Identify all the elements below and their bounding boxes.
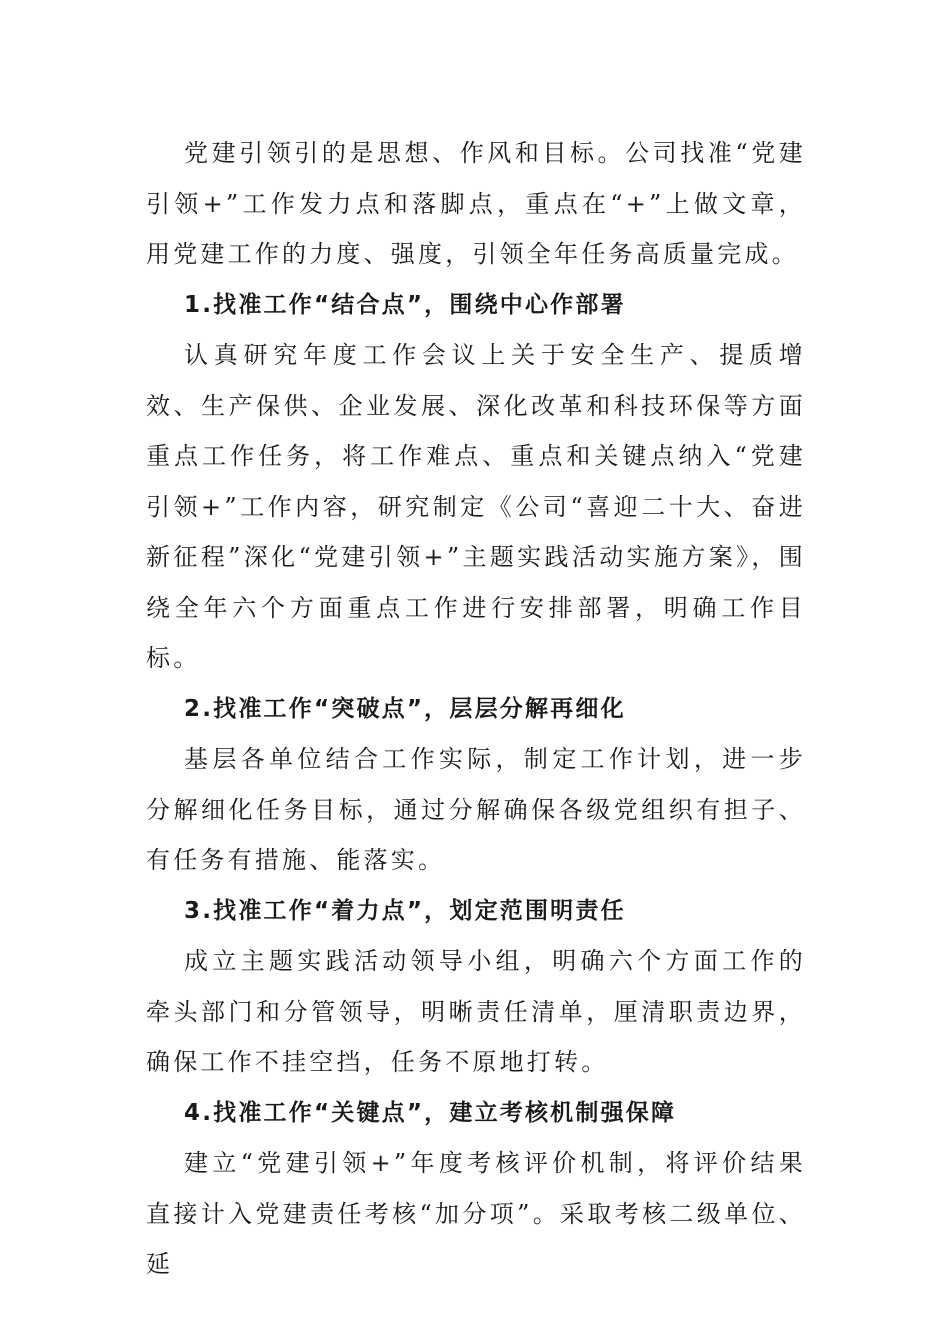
section-heading-4: 4.找准工作“关键点”，建立考核机制强保障 — [184, 1099, 677, 1126]
section-body-3: 成立主题实践活动领导小组，明确六个方面工作的牵头部门和分管领导，明晰责任清单，厘清职责边界，确保工作不挂空挡，任务不原地打转。 — [146, 947, 806, 1076]
section-heading-2: 2.找准工作“突破点”，层层分解再细化 — [184, 695, 626, 722]
section-heading-1: 1.找准工作“结合点”，围绕中心作部署 — [184, 291, 626, 318]
section-body-2: 基层各单位结合工作实际，制定工作计划，进一步分解细化任务目标，通过分解确保各级党组织有担子、有任务有措施、能落实。 — [146, 745, 806, 874]
document-page — [146, 128, 806, 1290]
intro-paragraph: 党建引领引的是思想、作风和目标。公司找准“党建引领+”工作发力点和落脚点，重点在“+”上做文章，用党建工作的力度、强度，引领全年任务高质量完成。 — [146, 139, 806, 268]
section-body-1: 认真研究年度工作会议上关于安全生产、提质增效、生产保供、企业发展、深化改革和科技环保等方面重点工作任务，将工作难点、重点和关键点纳入“党建引领+”工作内容，研究制定《公司“喜迎二十大、奋进新征程”深化“党建引领+”主题实践活动实施方案》，围绕全年六个方面重点工作进行安排部署，明确工作目标。 — [146, 341, 806, 672]
section-body-4: 建立“党建引领+”年度考核评价机制，将评价结果直接计入党建责任考核“加分项”。采取考核二级单位、延 — [146, 1149, 806, 1278]
section-heading-3: 3.找准工作“着力点”，划定范围明责任 — [184, 897, 626, 924]
